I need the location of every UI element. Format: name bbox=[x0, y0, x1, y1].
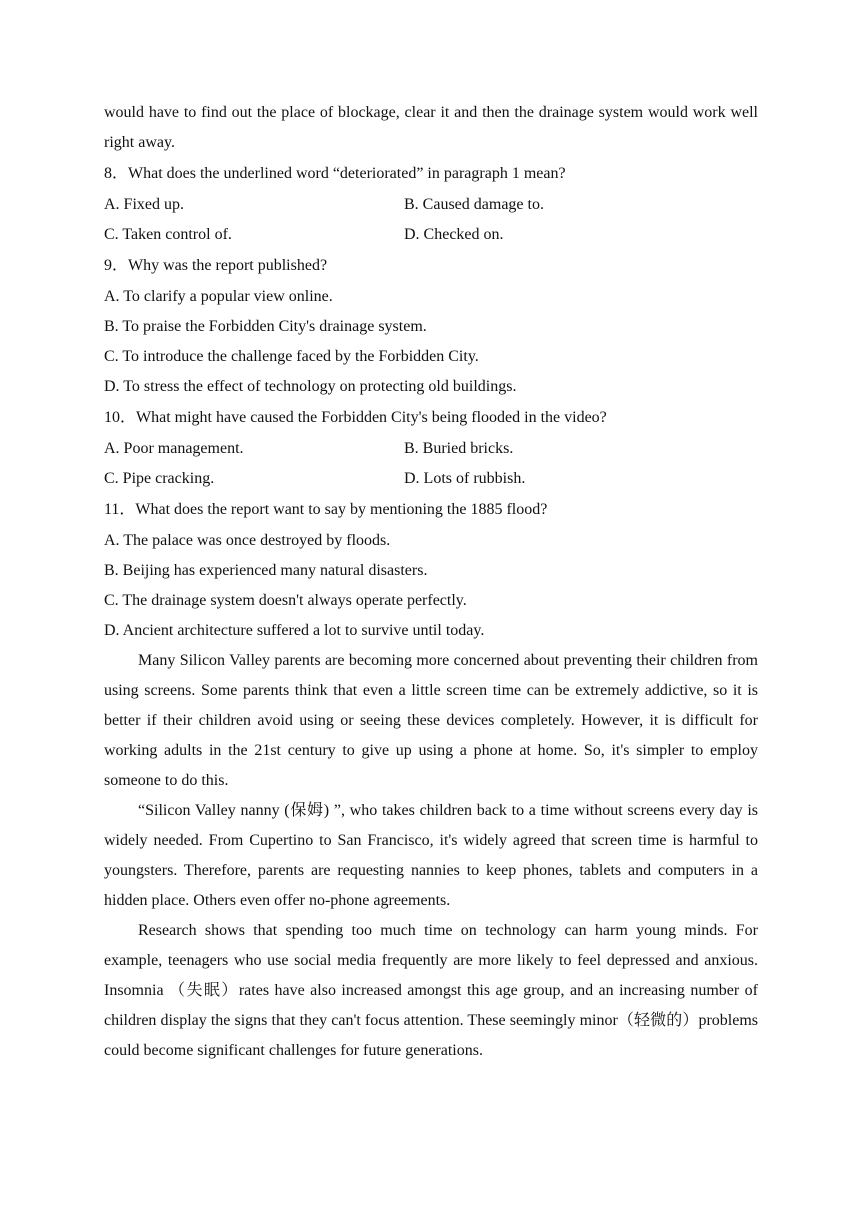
option-d[interactable]: D. To stress the effect of technology on protecting old buildings. bbox=[104, 378, 517, 395]
option-c[interactable]: C. Taken control of. bbox=[104, 226, 232, 243]
passage-continuation: would have to find out the place of blockage, clear it and then the drainage system would work well right away. bbox=[104, 104, 758, 151]
passage-paragraph-1: Many Silicon Valley parents are becoming more concerned about preventing their children from using screens. Some parents think that even a little screen time can be extremely addictive, so it is better if their children avoid using or seeing these devices completely. However, it is difficult for working adults in the 21st century to give up using a phone at home. So, it's simpler to employ someone to do this. bbox=[104, 652, 758, 789]
option-c[interactable]: C. To introduce the challenge faced by the Forbidden City. bbox=[104, 348, 479, 365]
option-a[interactable]: A. Poor management. bbox=[104, 440, 244, 457]
option-row bbox=[104, 464, 758, 494]
question-stem: 11．What does the report want to say by mentioning the 1885 flood? bbox=[104, 501, 548, 518]
option-d[interactable]: D. Lots of rubbish. bbox=[404, 470, 526, 487]
option-b[interactable]: B. Buried bricks. bbox=[404, 440, 514, 457]
option-c[interactable]: C. Pipe cracking. bbox=[104, 470, 215, 487]
option-row bbox=[104, 190, 758, 220]
option-a[interactable]: A. Fixed up. bbox=[104, 196, 184, 213]
question-stem: 8．What does the underlined word “deteriorated” in paragraph 1 mean? bbox=[104, 165, 566, 182]
document-page bbox=[104, 98, 758, 1066]
option-a[interactable]: A. The palace was once destroyed by floods. bbox=[104, 532, 391, 549]
passage-paragraph-3: Research shows that spending too much time on technology can harm young minds. For example, teenagers who use social media frequently are more likely to feel depressed and anxious. Insomnia （失眠）rates have also increased amongst this age group, and an increasing number of children display the signs that they can't focus attention. These seemingly minor（轻微的）problems could become significant challenges for future generations. bbox=[104, 922, 758, 1059]
question-stem: 9．Why was the report published? bbox=[104, 257, 328, 274]
option-d[interactable]: D. Checked on. bbox=[404, 226, 504, 243]
question-8 bbox=[104, 158, 758, 250]
question-9 bbox=[104, 250, 758, 402]
question-11 bbox=[104, 494, 758, 646]
option-b[interactable]: B. Caused damage to. bbox=[404, 196, 544, 213]
question-stem: 10．What might have caused the Forbidden City's being flooded in the video? bbox=[104, 409, 607, 426]
passage-paragraph-2: “Silicon Valley nanny (保姆) ”, who takes children back to a time without screens every day is widely needed. From Cupertino to San Francisco, it's widely agreed that screen time is harmful to youngsters. Therefore, parents are requesting nannies to keep phones, tablets and computers in a hidden place. Others even offer no-phone agreements. bbox=[104, 802, 758, 909]
option-row bbox=[104, 220, 758, 250]
question-10 bbox=[104, 402, 758, 494]
option-a[interactable]: A. To clarify a popular view online. bbox=[104, 288, 333, 305]
option-d[interactable]: D. Ancient architecture suffered a lot to survive until today. bbox=[104, 622, 485, 639]
option-b[interactable]: B. Beijing has experienced many natural disasters. bbox=[104, 562, 428, 579]
option-c[interactable]: C. The drainage system doesn't always operate perfectly. bbox=[104, 592, 467, 609]
option-b[interactable]: B. To praise the Forbidden City's drainage system. bbox=[104, 318, 427, 335]
option-row bbox=[104, 434, 758, 464]
